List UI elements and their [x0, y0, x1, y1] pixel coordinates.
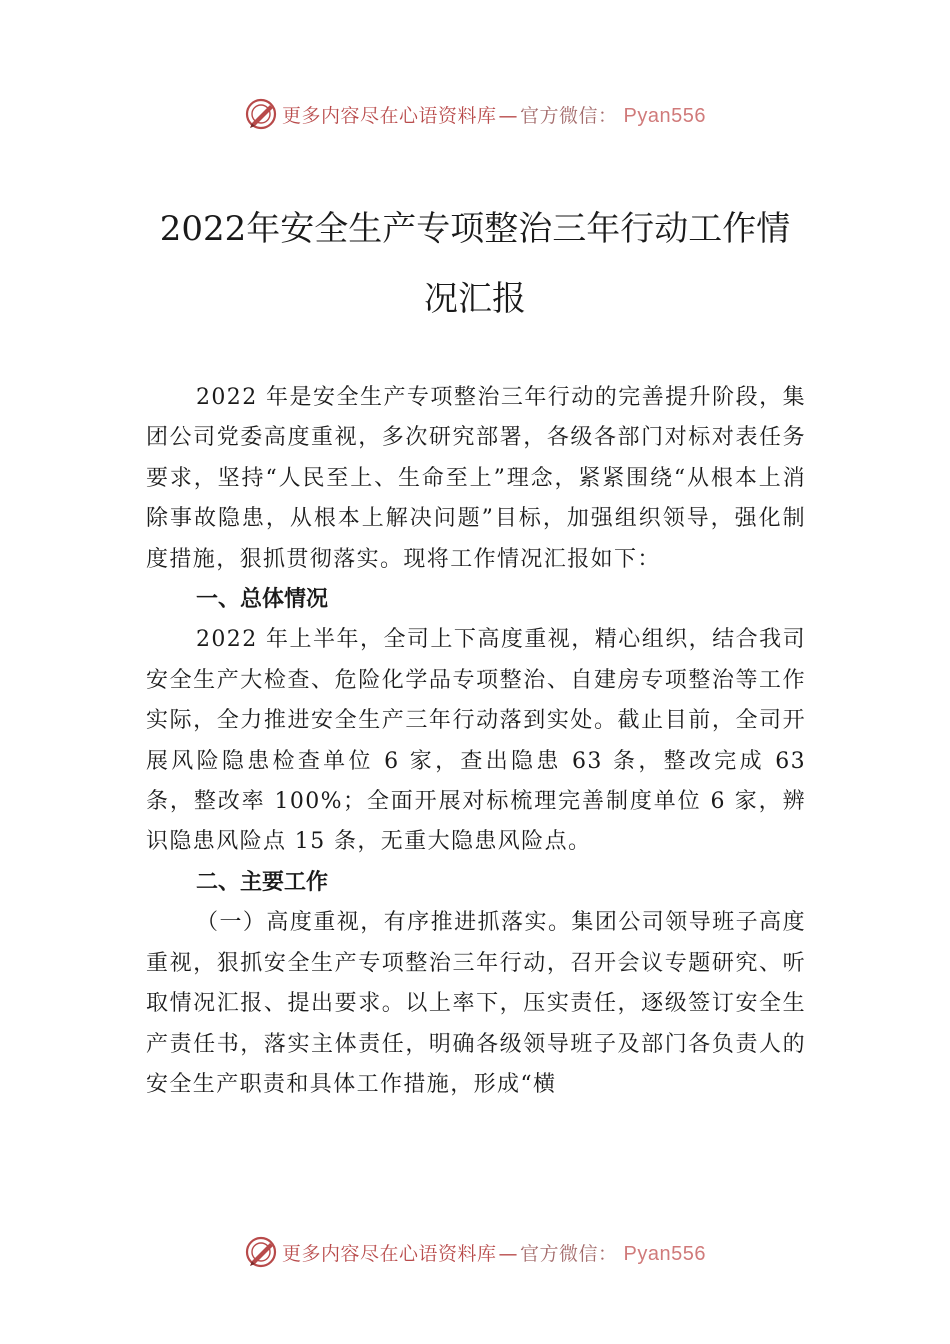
watermark-banner-top — [0, 94, 950, 134]
title-line-2: 况汇报 — [424, 279, 526, 319]
section-1-paragraph: 2022 年上半年，全司上下高度重视，精心组织，结合我司安全生产大检查、危险化学品专项整治、自建房专项整治等工作实际，全力推进安全生产三年行动落到实处。截止目前，全司开展风险隐患检查单位 6 家，查出隐患 63 条，整改完成 63 条，整改率 100%；全面开展对标梳理完善制度单位 6 家，辨识隐患风险点 15 条，无重大隐患风险点。 — [146, 627, 806, 855]
section-2-subsection-1: （一）高度重视，有序推进抓落实。集团公司领导班子高度重视，狠抓安全生产专项整治三年行动，召开会议专题研究、听取情况汇报、提出要求。以上率下，压实责任，逐级签订安全生产责任书，落实主体责任，明确各级领导班子及部门各负责人的安全生产职责和具体工作措施，形成“横 — [146, 910, 806, 1097]
watermark-text: 更多内容尽在心语资料库 — 官方微信： Pyan556 — [281, 1242, 706, 1265]
section-2-heading: 二、主要工作 — [196, 869, 329, 895]
watermark-banner-bottom — [0, 1232, 950, 1272]
intro-paragraph: 2022 年是安全生产专项整治三年行动的完善提升阶段，集团公司党委高度重视，多次研究部署，各级各部门对标对表任务要求，坚持“人民至上、生命至上”理念，紧紧围绕“从根本上消除事故隐患，从根本上解决问题”目标，加强组织领导，强化制度措施，狠抓贯彻落实。现将工作情况汇报如下： — [146, 385, 806, 572]
title-line-1: 2022年安全生产专项整治三年行动工作情 — [159, 209, 791, 249]
pen-seal-icon — [244, 1235, 278, 1269]
document-body — [146, 378, 806, 1105]
pen-seal-icon — [244, 97, 278, 131]
watermark-text: 更多内容尽在心语资料库 — 官方微信： Pyan556 — [281, 104, 706, 127]
section-1-heading: 一、总体情况 — [196, 587, 329, 613]
document-title — [100, 194, 850, 334]
